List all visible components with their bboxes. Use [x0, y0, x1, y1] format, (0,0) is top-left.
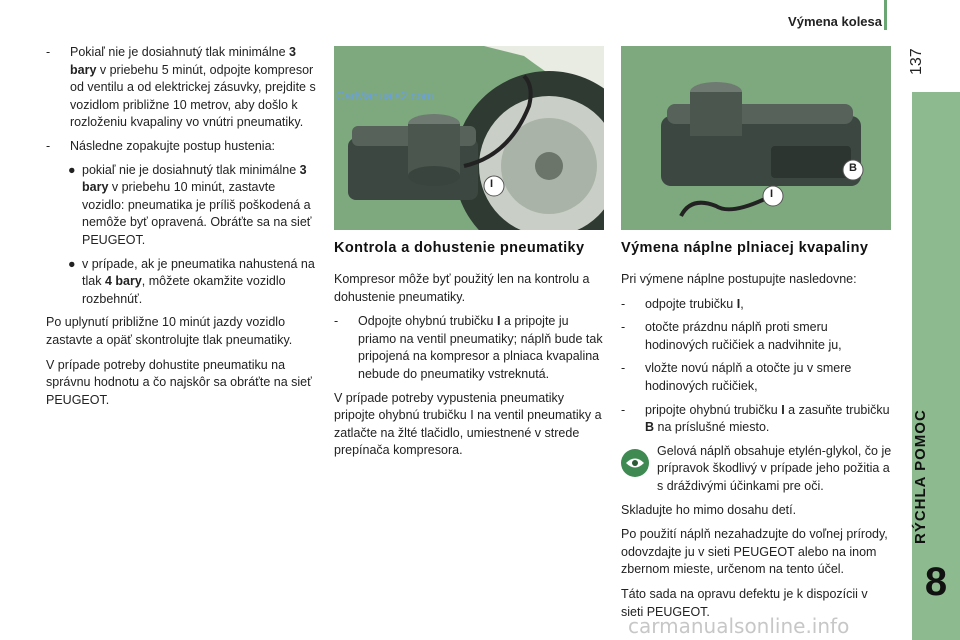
- paragraph: Táto sada na opravu defektu je k dispozícii v sieti PEUGEOT.: [621, 586, 868, 619]
- paragraph: V prípade potreby vypustenia pneumatiky pripojte ohybnú trubičku I na ventil pneumatiky a zatlačte na žlté tlačidlo, umiestnené v strede prepínača kompresora.: [334, 390, 602, 458]
- paragraph: Skladujte ho mimo dosahu detí.: [621, 502, 797, 517]
- header-title: Výmena kolesa: [788, 14, 882, 29]
- image-overlay-text: CarManuals2.com: [336, 89, 434, 103]
- label-i-marker: I: [490, 178, 494, 190]
- page-number: 137: [908, 48, 925, 76]
- paragraph: Kompresor môže byť použitý len na kontrolu a dohustenie pneumatiky.: [334, 272, 590, 304]
- sealant-cartridge-illustration: [621, 46, 891, 230]
- label-b-marker: B: [849, 162, 857, 174]
- bullet-item: ● pokiaľ nie je dosiahnutý tlak minimálne 3 bary v priebehu 10 minút, zastavte vozidlo: pneumatika je príliš poškodená a nemôže byť opravená. Obráťte sa na sieť PEUGEOT.: [68, 162, 312, 247]
- list-item: - Pokiaľ nie je dosiahnutý tlak minimálne 3 bary v priebehu 5 minút, odpojte kompresor od ventilu a od elektrickej zásuvky, prejdite s vozidlom približne 10 metrov, aby došlo k rozloženiu kvapaliny vo vnútri pneumatiky.: [46, 45, 316, 130]
- eye-warning-icon: [621, 449, 649, 477]
- paragraph: Po uplynutí približne 10 minút jazdy vozidlo zastavte a opäť skontrolujte tlak pneumatiky.: [46, 315, 293, 347]
- cartridge-drawing: [621, 46, 891, 230]
- chapter-side-label: RÝCHLA POMOC: [912, 409, 929, 545]
- section-heading: Výmena náplne plniacej kvapaliny: [621, 240, 869, 256]
- compressor-wheel-illustration: [334, 46, 604, 230]
- list-item: - vložte novú náplň a otočte ju v smere hodinových ručičiek,: [621, 361, 852, 393]
- footer-watermark: carmanualsonline.info: [628, 614, 850, 638]
- column-right: [621, 240, 893, 628]
- paragraph: Po použití náplň nezahadzujte do voľnej prírody, odovzdajte ju v sieti PEUGEOT alebo na inom zbernom mieste, určenom na tento účel.: [621, 527, 888, 577]
- header-accent-line: [884, 0, 887, 30]
- list-item: - otočte prázdnu náplň proti smeru hodinových ručičiek a nadvihnite ju,: [621, 320, 842, 352]
- bullet-item: ● v prípade, ak je pneumatika nahustená na tlak 4 bary, môžete okamžite vozidlo rozbehnúť.: [68, 256, 315, 306]
- compressor-wheel-drawing: [334, 46, 604, 230]
- list-item: - odpojte trubičku I,: [621, 296, 744, 311]
- paragraph: Pri výmene náplne postupujte nasledovne:: [621, 272, 857, 286]
- chapter-number: 8: [924, 560, 948, 604]
- label-i-marker: I: [770, 188, 774, 200]
- list-item: - pripojte ohybnú trubičku I a zasuňte trubičku B na príslušné miesto.: [621, 402, 890, 435]
- list-item: - Odpojte ohybnú trubičku I a pripojte ju priamo na ventil pneumatiky; náplň bude tak pripojená na kompresor a plniaca kvapalina nebude do pneumatiky vstreknutá.: [334, 314, 603, 381]
- list-item: - Následne zopakujte postup hustenia:: [46, 138, 276, 153]
- section-heading: Kontrola a dohustenie pneumatiky: [334, 240, 585, 256]
- warning-note: Gelová náplň obsahuje etylén-glykol, čo je prípravok škodlivý v prípade jeho požitia a s dráždivými účinkami pre oči.: [621, 443, 893, 496]
- paragraph: V prípade potreby dohustite pneumatiku na správnu hodnotu a čo najskôr sa obráťte na sieť PEUGEOT.: [46, 357, 312, 407]
- column-left: [46, 44, 318, 416]
- column-middle: [334, 240, 606, 467]
